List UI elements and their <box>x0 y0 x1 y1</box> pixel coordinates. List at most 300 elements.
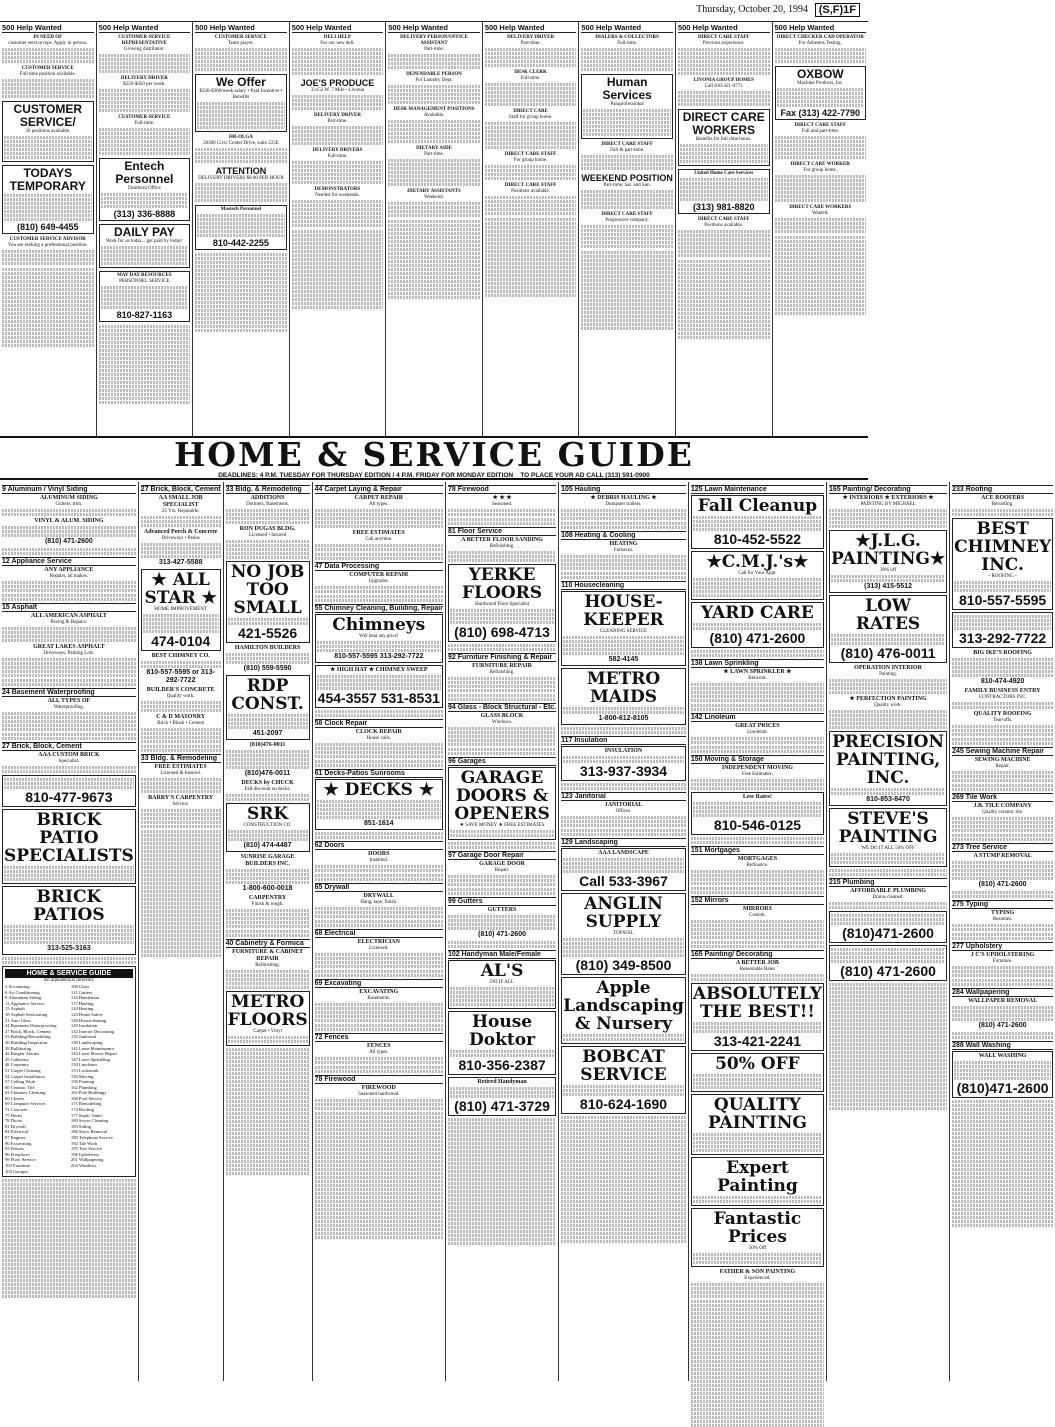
help-wanted-column <box>386 22 483 436</box>
listing-text: Specialist. <box>58 759 80 764</box>
classified-text-line <box>141 830 221 833</box>
index-item: 153 Locksmith <box>70 1067 99 1073</box>
classified-text-line <box>226 925 310 928</box>
classified-text-line <box>315 974 443 977</box>
classified-text-line <box>485 142 577 145</box>
listing-phone: (810) 471-2600 <box>978 1022 1027 1029</box>
classified-text-line <box>563 870 684 873</box>
index-item: 168 Pool Service <box>70 1095 103 1101</box>
listing-name: Retired Handyman <box>477 1079 527 1085</box>
classified-text-line <box>141 910 221 913</box>
index-list <box>5 984 133 1174</box>
classified-text-line <box>485 274 577 277</box>
service-listing <box>226 803 310 852</box>
classified-text-line <box>829 726 947 729</box>
classified-text-line <box>448 842 556 845</box>
classified-text-line <box>2 48 94 51</box>
classified-text-line <box>691 924 824 927</box>
listing-name: ALUMINUM SIDING <box>39 495 98 501</box>
classified-text-line <box>678 95 770 98</box>
classified-text-line <box>388 167 480 170</box>
classified-text-line <box>448 883 556 886</box>
listing-phone: 1-800-600-0018 <box>242 885 293 892</box>
classified-text-line <box>99 148 191 151</box>
classified-text-line <box>581 251 673 254</box>
classified-text-line <box>141 950 221 953</box>
classified-text-line <box>678 324 770 327</box>
classified-text-line <box>315 755 443 758</box>
listing-name: GARAGE DOOR <box>479 861 525 867</box>
classified-text-line <box>228 718 308 721</box>
listing-name: SEWING MACHINE <box>974 757 1031 763</box>
classified-text-line <box>315 1003 443 1006</box>
classified-text-line <box>829 906 947 909</box>
classified-text-line <box>693 578 822 581</box>
classified-text-line <box>4 206 92 209</box>
classified-text-line <box>583 121 671 124</box>
ad-text: Previous experience. <box>702 41 745 46</box>
classified-text-line <box>678 328 770 331</box>
classified-text-line <box>315 1236 443 1239</box>
classified-text-line <box>678 308 770 311</box>
listing-text: Refinishing. <box>489 670 515 675</box>
classified-text-line <box>2 957 136 960</box>
classified-text-line <box>2 308 94 311</box>
category-heading: 269 Tile Work <box>952 793 1053 802</box>
classified-text-line <box>226 930 310 933</box>
classified-text-line <box>315 714 443 717</box>
service-listing <box>952 803 1053 832</box>
classified-text-line <box>448 1230 556 1233</box>
ad-phone: (313) 981-8820 <box>692 202 755 212</box>
classified-text-line <box>292 126 384 129</box>
classified-text-line <box>829 525 947 528</box>
classified-text-line <box>954 589 1051 592</box>
index-item: 156 Moving <box>70 1073 94 1079</box>
classified-text-line <box>561 1236 686 1239</box>
classified-ad <box>581 74 673 139</box>
category-heading: 27 Brick, Block, Cement <box>2 742 136 751</box>
ad-phone: (810) 649-4455 <box>17 222 79 232</box>
classified-text-line <box>775 264 867 267</box>
classified-text-line <box>829 1103 947 1106</box>
classified-text-line <box>581 311 673 314</box>
classified-text-line <box>315 1011 443 1014</box>
classified-ad <box>292 148 384 184</box>
ad-text: Staff for group home. <box>508 115 553 120</box>
listing-display-name: House Doktor <box>469 1012 536 1050</box>
classified-text-line <box>678 48 770 51</box>
classified-text-line <box>4 941 134 944</box>
classified-text-line <box>292 298 384 301</box>
classified-text-line <box>99 361 191 364</box>
listing-text: Custom. <box>749 913 766 918</box>
classified-text-line <box>226 653 310 656</box>
classified-text-line <box>141 866 221 869</box>
column-heading: 500 Help Wanted <box>99 23 191 33</box>
classified-text-line <box>680 148 768 151</box>
classified-text-line <box>292 56 384 59</box>
classified-text-line <box>678 56 770 59</box>
category-heading: 99 Gutters <box>448 897 556 906</box>
classified-text-line <box>195 301 287 304</box>
listing-text: Driveways, Parking Lots. <box>43 651 95 656</box>
classified-text-line <box>952 1010 1053 1013</box>
classified-text-line <box>141 732 221 735</box>
listing-name: ★ DEBRIS HAULING ★ <box>590 495 657 501</box>
classified-text-line <box>952 742 1053 745</box>
service-listing <box>315 1085 443 1110</box>
classified-text-line <box>315 599 443 602</box>
classified-text-line <box>2 635 136 638</box>
classified-text-line <box>952 658 1053 661</box>
classified-text-line <box>317 800 441 803</box>
category-heading: 15 Asphalt <box>2 603 136 612</box>
classified-text-line <box>693 516 822 519</box>
classified-text-line <box>691 891 824 894</box>
index-item: 12 Appliance Service <box>5 1000 45 1006</box>
listing-display-name: AL'S <box>480 961 524 981</box>
listing-text: Quality work. <box>874 703 902 708</box>
category-heading: 78 Firewood <box>315 1075 443 1084</box>
classified-text-line <box>691 750 824 753</box>
listing-name: FURNITURE REPAIR <box>472 663 532 669</box>
index-item: 159 Painting <box>70 1079 95 1085</box>
classified-text-line <box>226 974 310 977</box>
classified-text-line <box>2 296 94 299</box>
help-wanted-column <box>483 22 580 436</box>
classified-text-line <box>315 1228 443 1231</box>
classified-text-line <box>315 1024 443 1027</box>
classified-text-line <box>450 1050 554 1053</box>
classified-text-line <box>561 513 686 516</box>
ad-text: PERSONNEL SERVICE <box>119 279 170 284</box>
classified-text-line <box>317 679 441 682</box>
classified-text-line <box>141 906 221 909</box>
classified-ad <box>485 70 577 106</box>
classified-text-line <box>829 1015 947 1018</box>
classified-text-line <box>448 1150 556 1153</box>
classified-text-line <box>292 270 384 273</box>
ad-title: DELIVERY DRIVER <box>120 76 168 81</box>
classified-text-line <box>315 869 443 872</box>
classified-text-line <box>2 961 136 964</box>
classified-text-line <box>2 320 94 323</box>
classified-text-line <box>952 924 1053 927</box>
category-heading: 102 Handyman Male/Female <box>448 950 556 959</box>
classified-text-line <box>829 873 947 876</box>
classified-text-line <box>693 1022 822 1025</box>
listing-text: HOME IMPROVEMENT <box>154 607 207 612</box>
column-heading: 500 Help Wanted <box>292 23 384 33</box>
classified-text-line <box>829 1095 947 1098</box>
classified-text-line <box>829 1063 947 1066</box>
classified-text-line <box>2 548 136 551</box>
classified-text-line <box>678 264 770 267</box>
listing-phone-large: 810-452-5522 <box>713 531 802 547</box>
classified-text-line <box>2 288 94 291</box>
service-listing <box>315 665 443 708</box>
classified-text-line <box>952 933 1053 936</box>
listing-name: ★ LAWN SPRINKLER ★ <box>723 669 792 675</box>
classified-text-line <box>195 148 287 151</box>
classified-text-line <box>228 830 308 833</box>
classified-text-line <box>678 91 770 94</box>
classified-text-line <box>952 1200 1053 1203</box>
listing-text: Windows. <box>491 720 513 725</box>
classified-text-line <box>226 917 310 920</box>
classified-text-line <box>680 194 768 197</box>
classified-text-line <box>450 1087 554 1090</box>
classified-text-line <box>388 214 480 217</box>
classified-text-line <box>583 113 671 116</box>
classified-text-line <box>952 937 1053 940</box>
index-title: HOME & SERVICE GUIDE <box>5 969 133 978</box>
classified-text-line <box>141 870 221 873</box>
ad-text: Weekend. <box>424 195 444 200</box>
ad-text: Full and part-time. <box>801 129 839 134</box>
classified-text-line <box>195 56 287 59</box>
classified-text-line <box>581 237 673 240</box>
classified-text-line <box>678 254 770 257</box>
classified-text-line <box>829 1035 947 1038</box>
index-item: 165 Pole Buildings <box>70 1090 107 1096</box>
index-item: 66 Closets <box>5 1095 25 1101</box>
classified-text-line <box>226 1148 310 1151</box>
classified-text-line <box>2 766 136 769</box>
classified-text-line <box>99 373 191 376</box>
classified-text-line <box>561 1180 686 1183</box>
service-listing <box>691 495 824 549</box>
listing-phone: (810)476-0011 <box>244 770 291 777</box>
classified-text-line <box>388 97 480 100</box>
classified-text-line <box>450 995 554 998</box>
ad-text: Call 810-421-0773 <box>704 84 743 89</box>
classified-text-line <box>4 156 92 159</box>
classified-text-line <box>226 766 310 769</box>
classified-text-line <box>2 1187 136 1190</box>
classified-text-line <box>315 1128 443 1131</box>
classified-text-line <box>952 1192 1053 1195</box>
classified-text-line <box>775 236 867 239</box>
classified-text-line <box>2 1223 136 1226</box>
classified-text-line <box>691 1320 824 1323</box>
listing-name: ALL TYPES OF <box>47 698 91 704</box>
listing-display-name: ★ ALL STAR ★ <box>144 570 217 608</box>
classified-text-line <box>315 747 443 750</box>
listing-phone: 851-1614 <box>363 820 394 827</box>
classified-text-line <box>952 1104 1053 1107</box>
category-heading: 81 Floor Service <box>448 527 556 536</box>
classified-text-line <box>388 175 480 178</box>
classified-text-line <box>952 1184 1053 1187</box>
classified-text-line <box>583 125 671 128</box>
classified-text-line <box>99 101 191 104</box>
classified-text-line <box>99 337 191 340</box>
classified-text-line <box>2 662 136 665</box>
classified-text-line <box>952 1032 1053 1035</box>
classified-text-line <box>99 325 191 328</box>
classified-text-line <box>2 1219 136 1222</box>
classified-text-line <box>226 881 310 884</box>
ad-headline: JOE'S PRODUCE <box>300 78 375 88</box>
classified-text-line <box>141 551 221 554</box>
listing-name: ★ ★ ★ <box>492 495 512 501</box>
ad-text: DELIVERY DRIVERS $8.00 PER HOUR <box>198 176 284 181</box>
classified-text-line <box>561 1136 686 1139</box>
classified-ad <box>775 162 867 202</box>
classified-text-line <box>691 779 824 782</box>
classified-ad <box>99 35 191 73</box>
classified-text-line <box>448 846 556 849</box>
classified-text-line <box>2 1203 136 1206</box>
category-heading: 245 Sewing Machine Repair <box>952 747 1053 756</box>
ad-headline: ATTENTION <box>215 166 267 176</box>
classified-text-line <box>561 517 686 520</box>
category-heading: 96 Garages <box>448 757 556 766</box>
classified-text-line <box>485 87 577 90</box>
ad-title: DESK MANAGEMENT POSITIONS <box>393 107 475 112</box>
service-listing <box>315 939 443 968</box>
listing-name: CARPENTRY <box>248 895 287 901</box>
listing-display-name: METRO MAIDS <box>586 669 661 707</box>
classified-text-line <box>101 258 189 261</box>
category-heading: 215 Plumbing <box>829 878 947 887</box>
classified-text-line <box>2 1291 136 1294</box>
classified-text-line <box>485 208 577 211</box>
category-heading: 152 Mirrors <box>691 896 824 905</box>
classified-text-line <box>485 222 577 225</box>
classified-text-line <box>4 210 92 213</box>
classified-text-line <box>195 305 287 308</box>
classified-text-line <box>101 246 189 249</box>
classified-text-line <box>829 509 947 512</box>
service-listing <box>691 551 824 600</box>
classified-text-line <box>315 513 443 516</box>
index-item: 33 Building/Remodeling <box>5 1034 51 1040</box>
classified-text-line <box>2 87 94 90</box>
classified-text-line <box>226 1088 310 1091</box>
classified-text-line <box>561 1240 686 1243</box>
category-heading: 165 Painting/ Decorating <box>691 950 824 959</box>
ad-text: Available. <box>423 113 445 118</box>
classified-text-line <box>197 122 285 125</box>
classified-text-line <box>561 1184 686 1187</box>
classified-text-line <box>315 586 443 589</box>
classified-text-line <box>99 105 191 108</box>
classified-text-line <box>829 995 947 998</box>
classified-text-line <box>448 551 556 554</box>
classified-text-line <box>691 1336 824 1339</box>
classified-text-line <box>691 1304 824 1307</box>
classified-text-line <box>678 288 770 291</box>
classified-text-line <box>195 191 287 194</box>
classified-text-line <box>315 961 443 964</box>
classified-text-line <box>583 133 671 136</box>
listing-phone-large: 474-0104 <box>151 633 211 649</box>
classified-text-line <box>2 1199 136 1202</box>
index-item: 93 Fences <box>5 1146 24 1152</box>
classified-text-line <box>775 240 867 243</box>
classified-text-line <box>226 1164 310 1167</box>
classified-text-line <box>226 1096 310 1099</box>
index-item: 141 Lawn Maintenance <box>70 1045 115 1051</box>
classified-text-line <box>829 869 947 872</box>
classified-text-line <box>195 317 287 320</box>
classified-text-line <box>581 194 673 197</box>
classified-text-line <box>450 1054 554 1057</box>
service-listing <box>2 886 136 955</box>
service-listing <box>448 1011 556 1075</box>
classified-text-line <box>2 340 94 343</box>
classified-text-line <box>2 344 94 347</box>
classified-text-line <box>952 775 1053 778</box>
listing-name: FREE ESTIMATES <box>154 764 207 770</box>
classified-text-line <box>226 986 310 989</box>
listing-phone: 451-2097 <box>252 730 283 737</box>
classified-text-line <box>317 804 441 807</box>
listing-phone-large: 810-546-0125 <box>713 817 802 833</box>
classified-text-line <box>448 875 556 878</box>
classified-text-line <box>831 914 945 917</box>
classified-text-line <box>141 745 221 748</box>
classified-text-line <box>691 932 824 935</box>
classified-text-line <box>775 248 867 251</box>
ad-text: 33152 W. 7 Mile - Livonia <box>310 88 365 93</box>
classified-text-line <box>388 124 480 127</box>
service-listing <box>952 910 1053 931</box>
listing-name: INDEPENDENT MOVING <box>721 765 793 771</box>
service-listing <box>226 742 310 778</box>
listing-text: Licensed. <box>369 946 389 951</box>
index-item: 90 Excavating <box>5 1140 32 1146</box>
classified-text-line <box>775 300 867 303</box>
classified-text-line <box>388 244 480 247</box>
classified-text-line <box>678 234 770 237</box>
classified-text-line <box>226 1060 310 1063</box>
classified-text-line <box>561 576 686 579</box>
classified-text-line <box>829 718 947 721</box>
ad-text: Full & part-time. <box>610 148 645 153</box>
classified-text-line <box>448 648 556 651</box>
service-listing <box>691 906 824 939</box>
listing-phone-large: 810-624-1690 <box>579 1096 668 1112</box>
classified-text-line <box>952 983 1053 986</box>
classified-ad <box>485 183 577 215</box>
classified-text-line <box>228 714 308 717</box>
classified-text-line <box>691 1295 824 1298</box>
classified-text-line <box>952 1224 1053 1227</box>
classified-text-line <box>450 987 554 990</box>
classified-text-line <box>450 991 554 994</box>
dateline: Thursday, October 20, 1994 <box>696 4 808 15</box>
classified-text-line <box>448 941 556 944</box>
classified-text-line <box>561 1220 686 1223</box>
classified-text-line <box>292 234 384 237</box>
ad-text: Part-time. <box>424 47 444 52</box>
classified-text-line <box>581 303 673 306</box>
service-listing <box>829 808 947 867</box>
classified-text-line <box>195 269 287 272</box>
classified-text-line <box>581 245 673 248</box>
classified-text-line <box>448 555 556 558</box>
listing-display-name: LOW RATES <box>855 596 921 634</box>
ad-text: 30 positions available. <box>25 129 71 134</box>
classified-text-line <box>292 138 384 141</box>
classified-text-line <box>485 130 577 133</box>
classified-text-line <box>197 118 285 121</box>
classified-text-line <box>141 954 221 957</box>
